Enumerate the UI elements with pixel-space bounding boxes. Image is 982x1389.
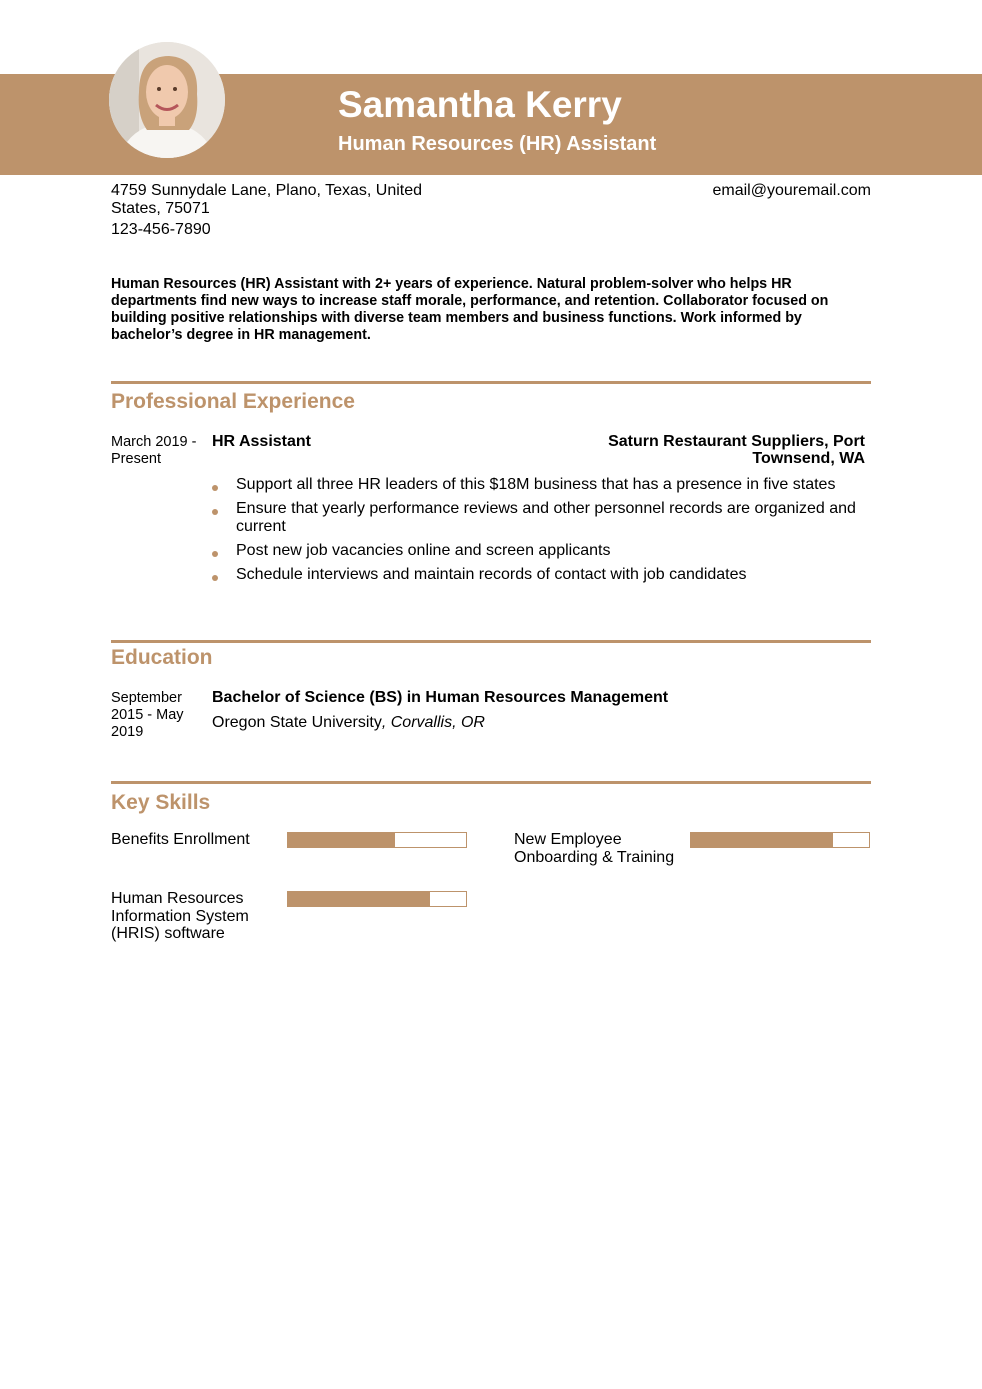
profile-photo — [109, 42, 225, 158]
contact-phone: 123-456-7890 — [111, 221, 211, 238]
skill-level-bar — [287, 891, 467, 907]
school-line — [212, 714, 485, 732]
candidate-title: Human Resources (HR) Assistant — [338, 133, 657, 155]
skill-level-fill — [288, 833, 395, 847]
school-location: , Corvallis, OR — [381, 714, 485, 731]
skill-level-fill — [288, 892, 430, 906]
candidate-name: Samantha Kerry — [338, 84, 622, 125]
job-duties-list — [212, 476, 862, 590]
job-title: HR Assistant — [212, 433, 311, 450]
skill-label: New Employee Onboarding & Training — [514, 831, 675, 866]
list-item — [212, 566, 862, 584]
duty-text: Ensure that yearly performance reviews and other personnel records are organized and current — [236, 500, 856, 535]
skill-level-fill — [691, 833, 833, 847]
skill-level-bar — [690, 832, 870, 848]
contact-email[interactable]: email@youremail.com — [712, 182, 871, 199]
list-item — [212, 500, 862, 536]
list-item — [212, 542, 862, 560]
bullet-icon — [212, 485, 218, 491]
section-heading-experience: Professional Experience — [111, 390, 355, 413]
section-divider — [111, 381, 871, 384]
professional-summary: Human Resources (HR) Assistant with 2+ years of experience. Natural problem-solver who helps HR departments find new ways to increase staff morale, performance, and retention. Collaborator focused on building positive relationships with diverse team members and business functions. Work informed by bachelor’s degree in HR management. — [111, 276, 829, 343]
skill-label: Benefits Enrollment — [111, 831, 250, 848]
education-dates: September 2015 - May 2019 — [111, 690, 184, 740]
school-name: Oregon State University — [212, 714, 382, 731]
bullet-icon — [212, 509, 218, 515]
degree-title: Bachelor of Science (BS) in Human Resources Management — [212, 689, 669, 706]
bullet-icon — [212, 575, 218, 581]
profile-photo-icon — [109, 42, 225, 158]
section-heading-skills: Key Skills — [111, 791, 211, 814]
section-divider — [111, 781, 871, 784]
duty-text: Schedule interviews and maintain records of contact with job candidates — [236, 566, 747, 583]
duty-text: Support all three HR leaders of this $18M business that has a presence in five states — [236, 476, 836, 493]
skill-level-bar — [287, 832, 467, 848]
contact-address: 4759 Sunnydale Lane, Plano, Texas, United States, 75071 — [111, 182, 423, 217]
duty-text: Post new job vacancies online and screen applicants — [236, 542, 611, 559]
section-heading-education: Education — [111, 646, 213, 669]
job-employer: Saturn Restaurant Suppliers, Port Townsend, WA — [608, 433, 865, 467]
job-dates: March 2019 - Present — [111, 434, 197, 467]
list-item — [212, 476, 862, 494]
bullet-icon — [212, 551, 218, 557]
skill-label: Human Resources Information System (HRIS) software — [111, 890, 249, 942]
section-divider — [111, 640, 871, 643]
